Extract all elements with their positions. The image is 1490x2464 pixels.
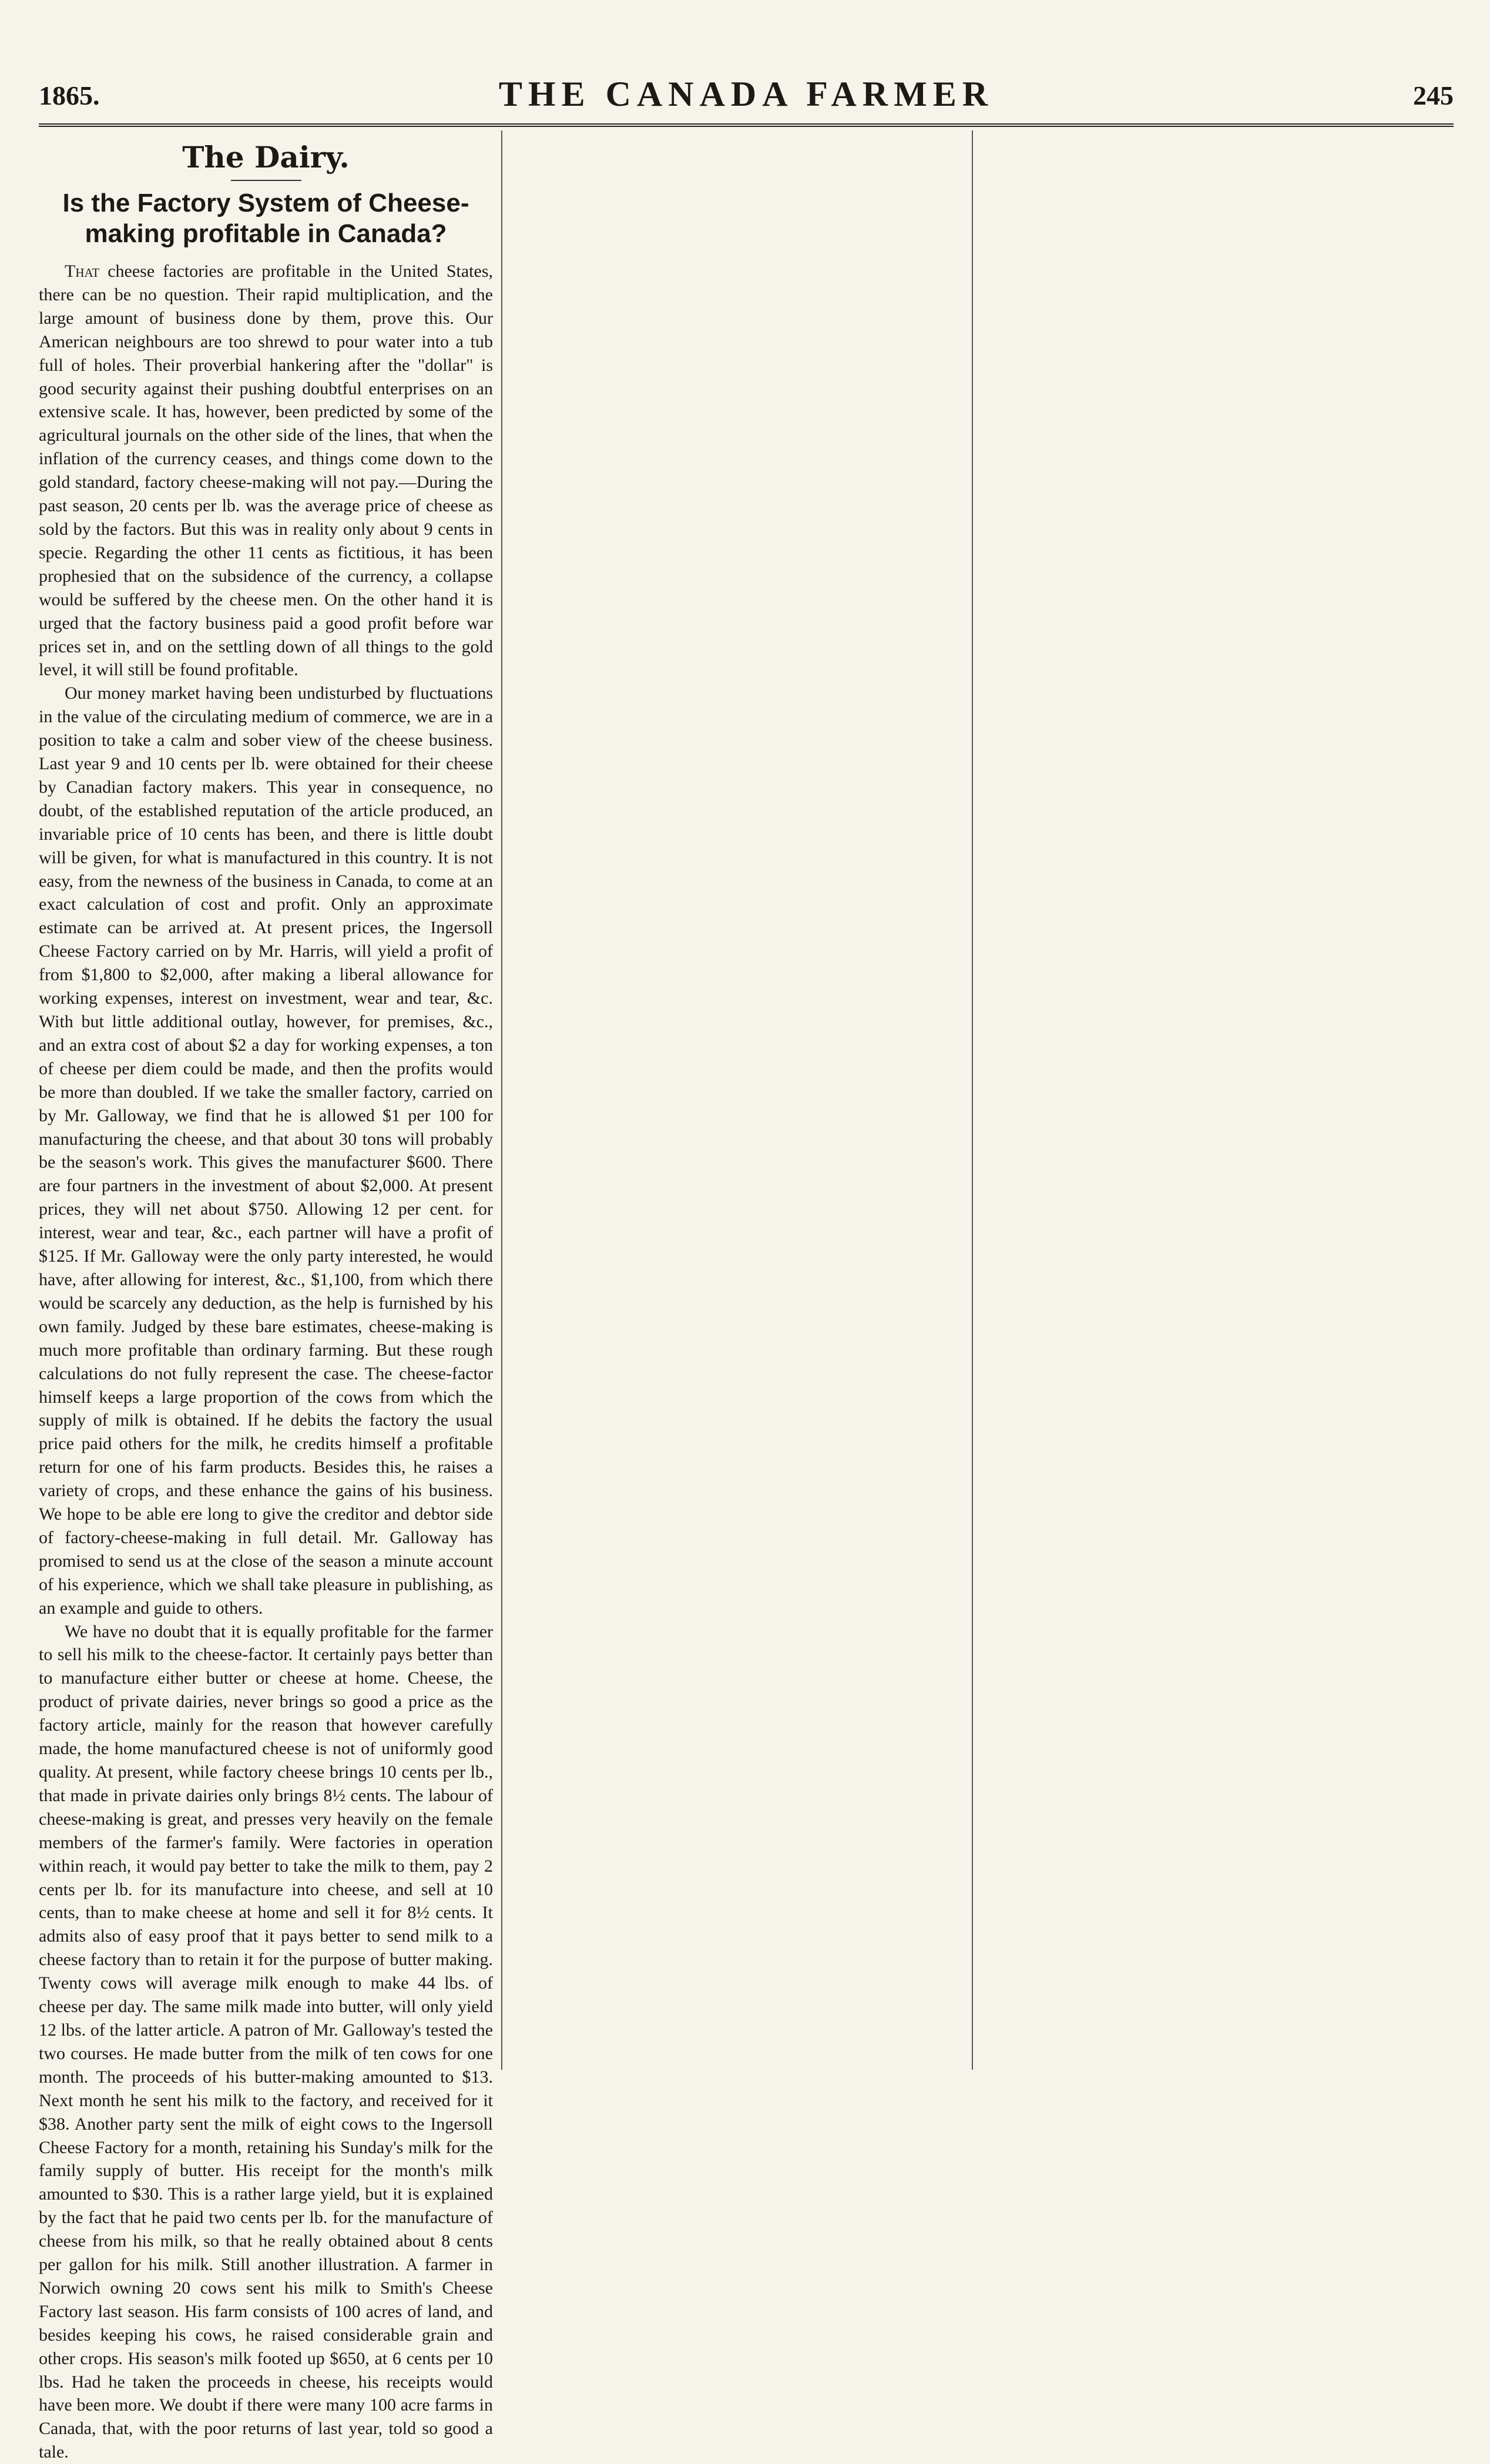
masthead [39,69,1454,116]
dairy-article [39,260,493,2464]
heading-rule [231,180,301,181]
page-number: 245 [1413,81,1454,110]
column-2 [511,134,964,2073]
article-paragraph: We have no doubt that it is equally profitable for the farmer to sell his milk to the cheese-factor. It certainly pays better than to manufacture either butter or cheese at home. Cheese, the product of private dairies, never brings so good a price as the factory article, mainly for the reason that however carefully made, the home manufactured cheese is not of uniformly good quality. At present, while factory cheese brings 10 cents per lb., that made in private dairies only brings 8½ cents. The labour of cheese-making is great, and presses very heavily on the female members of the farmer's family. Were factories in operation within reach, it would pay better to take the milk to them, pay 2 cents per lb. for its manufacture into cheese, and sell at 10 cents, than to make cheese at home and sell it for 8½ cents. It admits also of easy proof that it pays better to send milk to a cheese factory than to retain it for the purpose of butter making. Twenty cows will average milk enough to make 44 lbs. of cheese per day. The same milk made into butter, will only yield 12 lbs. of the latter article. A patron of Mr. Galloway's tested the two courses. He made butter from the milk of ten cows for one month. The proceeds of his butter-making amounted to $13. Next month he sent his milk to the factory, and received for it $38. Another party sent the milk of eight cows to the Ingersoll Cheese Factory for a month, retaining his Sunday's milk for the family supply of butter. His receipt for the month's milk amounted to $30. This is a rather large yield, but it is explained by the fact that he paid two cents per lb. for the manufacture of cheese from his milk, so that he really obtained about 8 cents per gallon for his milk. Still another illustration. A farmer in Norwich owning 20 cows sent his milk to Smith's Cheese Factory last season. His farm consists of 100 acres of land, and besides keeping his cows, he raised considerable grain and other crops. His season's milk footed up $650, at 6 cents per 10 lbs. Had he taken the proceeds in cheese, his receipts would have been more. We doubt if there were many 100 acre farms in Canada, that, with the poor returns of last year, told so good a tale. [39,1621,493,2462]
column-1 [39,134,493,2462]
newspaper-title: THE CANADA FARMER [498,75,994,113]
issue-year: 1865. [39,81,100,110]
intro-word: That [65,262,100,281]
department-heading: The Dairy. [182,140,350,175]
column-divider [972,130,973,2070]
column-divider [501,130,502,2070]
article-paragraph: Our money market having been undisturbed by fluctuations in the value of the circulating medium of commerce, we are in a position to take a calm and sober view of the cheese business. Last year 9 and 10 cents per lb. were obtained for their cheese by Canadian factory makers. This year in consequence, no doubt, of the established reputation of the article produced, an invariable price of 10 cents has been, and there is little doubt will be given, for what is manufactured in this country. It is not easy, from the newness of the business in Canada, to come at an exact calculation of cost and profit. Only an approximate estimate can be arrived at. At present prices, the Ingersoll Cheese Factory carried on by Mr. Harris, will yield a profit of from $1,800 to $2,000, after making a liberal allowance for working expenses, interest on investment, wear and tear, &c. With but little additional outlay, however, for premises, &c., and an extra cost of about $2 a day for working expenses, a ton of cheese per diem could be made, and then the profits would be more than doubled. If we take the smaller factory, carried on by Mr. Galloway, we find that he is allowed $1 per 100 for manufacturing the cheese, and that about 30 tons will probably be the season's work. This gives the manufacturer $600. There are four partners in the investment of about $2,000. At present prices, they will net about $750. Allowing 12 per cent. for interest, wear and tear, &c., each partner will have a profit of $125. If Mr. Galloway were the only party interested, he would have, after allowing for interest, &c., $1,100, from which there would be scarcely any deduction, as the help is furnished by his own family. Judged by these bare estimates, cheese-making is much more profitable than ordinary farming. But these rough calculations do not fully represent the case. The cheese-factor himself keeps a large proportion of the cows from which the supply of milk is obtained. If he debits the factory the usual price paid others for the milk, he credits himself a profitable return for one of his farm products. Besides this, he raises a variety of crops, and these enhance the gains of his business. We hope to be able ere long to give the creditor and debtor side of factory-cheese-making in full detail. Mr. Galloway has promised to send us at the close of the season a minute account of his experience, which we shall take pleasure in publishing, as an example and guide to others. [39,683,493,1618]
masthead-rule [39,123,1454,127]
article-headline: Is the Factory System of Cheese-making profitable in Canada? [62,189,469,248]
article-paragraph: That cheese factories are profitable in the United States, there can be no question. Their rapid multiplication, and the large amount of business done by them, prove this. Our American neighbours are too shrewd to pour water into a tub full of holes. Their proverbial hankering after the "dollar" is good security against their pushing doubtful enterprises on an extensive scale. It has, however, been predicted by some of the agricultural journals on the other side of the lines, that when the inflation of the currency ceases, and things come down to the gold standard, factory cheese-making will not pay.—During the past season, 20 cents per lb. was the average price of cheese as sold by the factors. But this was in reality only about 9 cents in specie. Regarding the other 11 cents as fictitious, it has been prophesied that on the subsidence of the currency, a collapse would be suffered by the cheese men. On the other hand it is urged that the factory business paid a good profit before war prices set in, and on the settling down of all things to the gold level, it will still be found profitable. [39,262,493,680]
